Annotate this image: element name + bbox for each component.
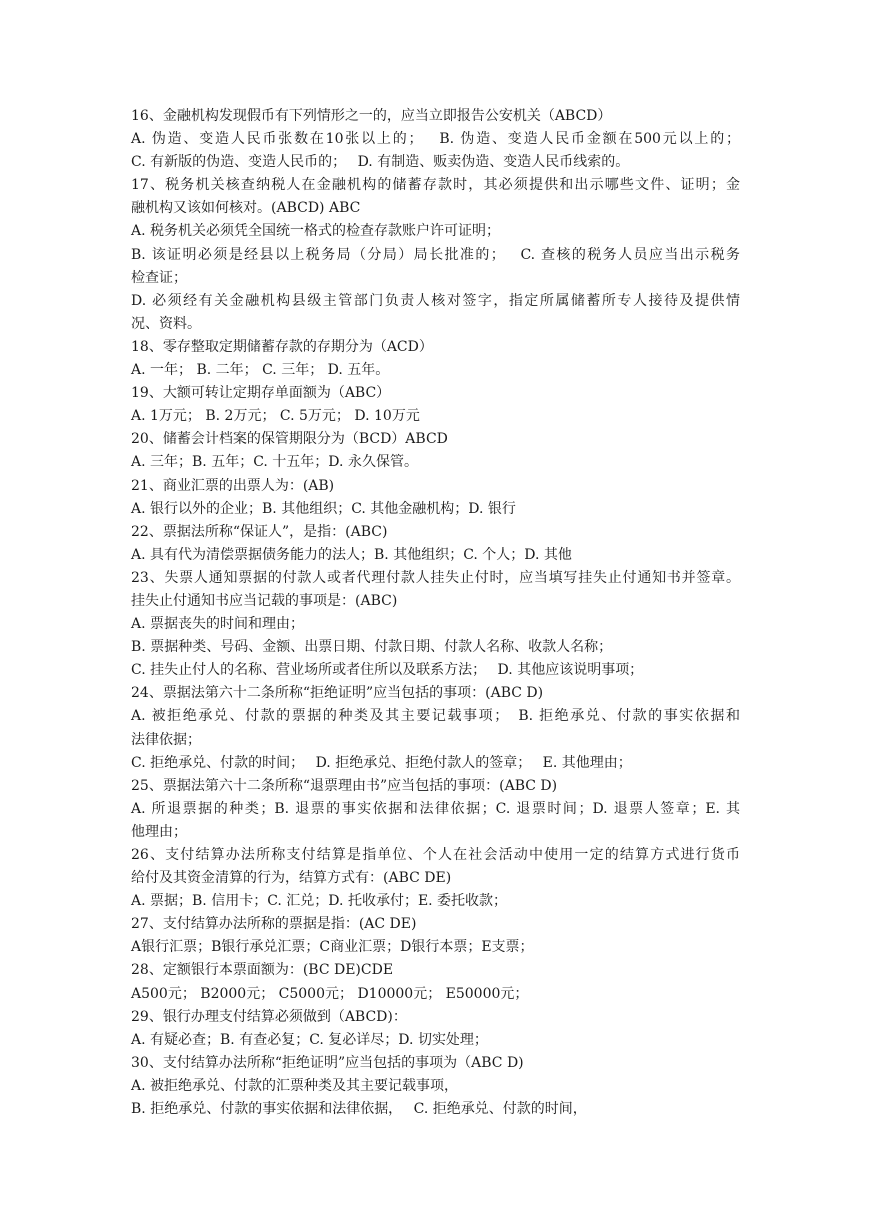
text-line: 26、支付结算办法所称支付结算是指单位、个人在社会活动中使用一定的结算方式进行货币: [131, 847, 740, 863]
text-line: A. 票据丧失的时间和理由；: [131, 616, 305, 633]
text-line: 18、零存整取定期储蓄存款的存期分为（ACD）: [131, 338, 433, 355]
text-line: 况、资料。: [131, 315, 201, 332]
text-line: B. 票据种类、号码、金额、出票日期、付款日期、付款人名称、收款人名称；: [131, 639, 613, 656]
text-line: A. 税务机关必须凭全国统一格式的检查存款账户许可证明；: [131, 223, 501, 240]
text-line: 19、大额可转让定期存单面额为（ABC）: [131, 385, 391, 402]
text-line: A. 银行以外的企业；B. 其他组织；C. 其他金融机构；D. 银行: [131, 500, 516, 517]
text-line: 给付及其资金清算的行为，结算方式有：(ABC DE): [131, 870, 452, 887]
text-line: B. 该证明必须是经县以上税务局（分局）局长批准的； C. 查核的税务人员应当出示税务: [131, 246, 740, 263]
text-line: 25、票据法第六十二条所称“退票理由书”应当包括的事项：(ABC D): [131, 777, 558, 794]
text-line: 21、商业汇票的出票人为：(AB): [131, 477, 335, 494]
text-line: 22、票据法所称“保证人”，是指：(ABC): [131, 523, 388, 540]
text-line: A. 被拒绝承兑、付款的票据的种类及其主要记载事项； B. 拒绝承兑、付款的事实依据和: [131, 708, 740, 725]
text-line: 30、支付结算办法所称“拒绝证明”应当包括的事项为（ABC D): [131, 1054, 524, 1071]
text-line: A. 伪造、变造人民币张数在10张以上的； B. 伪造、变造人民币金额在500元以上的；: [131, 131, 740, 148]
text-line: A银行汇票；B银行承兑汇票；C商业汇票；D银行本票；E支票；: [131, 939, 534, 956]
text-line: 融机构又该如何核对。(ABCD) ABC: [131, 200, 361, 217]
document-body: [131, 105, 740, 1121]
text-line: 27、支付结算办法所称的票据是指：(AC DE): [131, 916, 417, 933]
text-line: 法律依据；: [131, 731, 201, 748]
text-line: 他理由；: [131, 823, 187, 840]
text-line: A. 三年；B. 五年；C. 十五年；D. 永久保管。: [131, 454, 418, 471]
text-line: 检查证；: [131, 269, 187, 286]
text-line: C. 挂失止付人的名称、营业场所或者住所以及联系方法； D. 其他应该说明事项；: [131, 662, 644, 679]
text-line: B. 拒绝承兑、付款的事实依据和法律依据， C. 拒绝承兑、付款的时间，: [131, 1101, 587, 1118]
text-line: 29、银行办理支付结算必须做到（ABCD)：: [131, 1008, 407, 1025]
text-line: 24、票据法第六十二条所称“拒绝证明”应当包括的事项：(ABC D): [131, 685, 544, 702]
text-line: A. 所退票据的种类；B. 退票的事实依据和法律依据；C. 退票时间；D. 退票人签章；E. 其: [131, 800, 740, 817]
text-line: A. 一年； B. 二年； C. 三年； D. 五年。: [131, 362, 390, 379]
text-line: 23、失票人通知票据的付款人或者代理付款人挂失止付时，应当填写挂失止付通知书并签章。: [131, 569, 740, 586]
text-line: A. 具有代为清偿票据债务能力的法人；B. 其他组织；C. 个人；D. 其他: [131, 546, 572, 563]
text-line: 17、税务机关核查纳税人在金融机构的储蓄存款时，其必须提供和出示哪些文件、证明；金: [131, 177, 740, 194]
text-line: 28、定额银行本票面额为：(BC DE)CDE: [131, 962, 394, 979]
text-line: A500元； B2000元； C5000元； D10000元； E50000元；: [131, 985, 529, 1002]
text-line: D. 必须经有关金融机构县级主管部门负责人核对签字，指定所属储蓄所专人接待及提供情: [131, 292, 740, 309]
text-line: C. 有新版的伪造、变造人民币的； D. 有制造、贩卖伪造、变造人民币线索的。: [131, 154, 630, 171]
text-line: A. 被拒绝承兑、付款的汇票种类及其主要记载事项，: [131, 1077, 459, 1094]
text-line: A. 有疑必查；B. 有查必复；C. 复必详尽；D. 切实处理；: [131, 1031, 488, 1048]
text-line: 20、储蓄会计档案的保管期限分为（BCD）ABCD: [131, 431, 448, 448]
text-line: 16、金融机构发现假币有下列情形之一的，应当立即报告公安机关（ABCD）: [131, 108, 612, 124]
text-line: C. 拒绝承兑、付款的时间； D. 拒绝承兑、拒绝付款人的签章； E. 其他理由；: [131, 754, 632, 771]
text-line: A. 票据；B. 信用卡；C. 汇兑；D. 托收承付；E. 委托收款；: [131, 893, 508, 910]
text-line: A. 1万元； B. 2万元； C. 5万元； D. 10万元: [131, 408, 420, 425]
text-line: 挂失止付通知书应当记载的事项是：(ABC): [131, 592, 398, 609]
